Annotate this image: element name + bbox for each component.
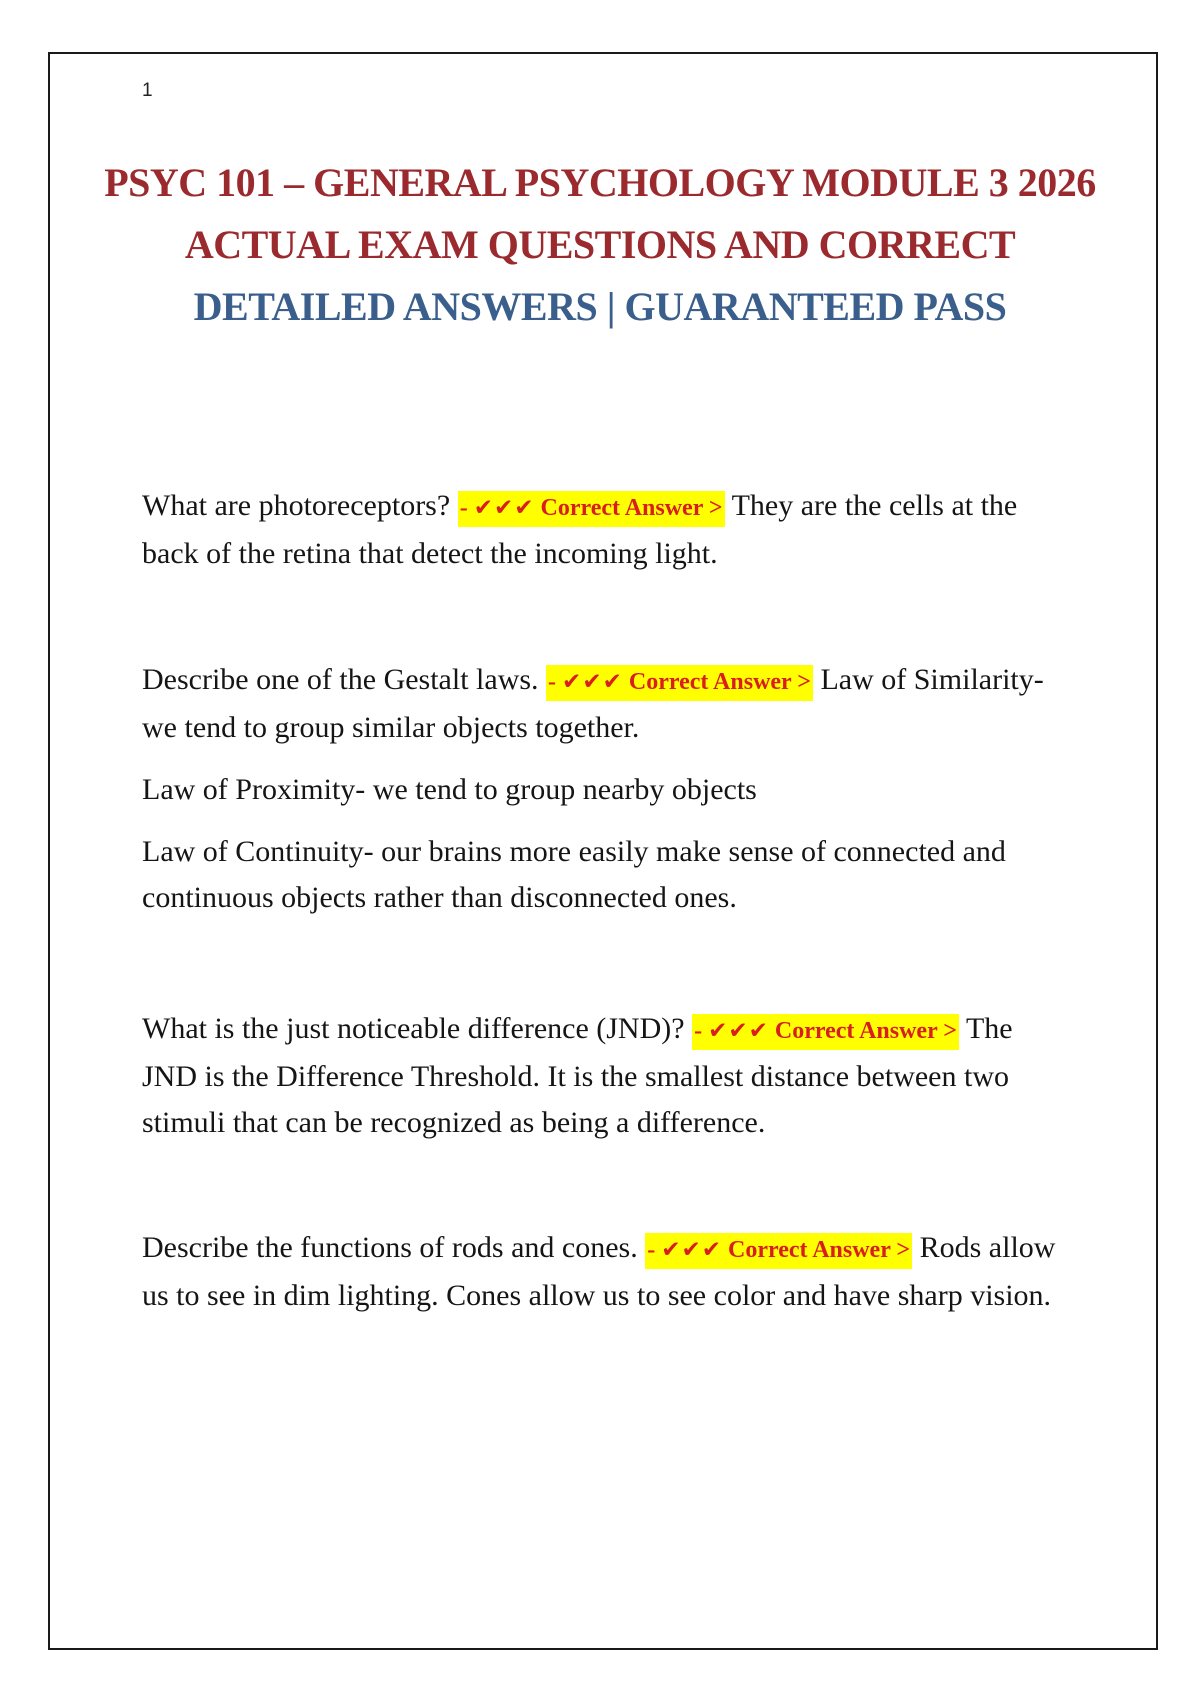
question-block-jnd bbox=[142, 1006, 1062, 1146]
question-text: What are photoreceptors? bbox=[142, 489, 451, 522]
question-block-rods-cones bbox=[142, 1225, 1062, 1319]
correct-answer-marker bbox=[645, 1233, 912, 1269]
document-title bbox=[100, 152, 1100, 338]
title-line-1: PSYC 101 – GENERAL PSYCHOLOGY MODULE 3 2026 bbox=[104, 160, 1096, 205]
answer-text: They are the cells at the back of the retina that detect the incoming light. bbox=[142, 489, 1018, 570]
question-text: Describe one of the Gestalt laws. bbox=[142, 663, 539, 696]
marker-prefix: - bbox=[694, 1018, 709, 1044]
question-block-photoreceptors bbox=[142, 483, 1062, 577]
question-text: What is the just noticeable difference (JND)? bbox=[142, 1012, 685, 1045]
qa-paragraph bbox=[142, 657, 1062, 751]
question-block-gestalt bbox=[142, 657, 1062, 921]
marker-label: Correct Answer > bbox=[722, 1237, 911, 1263]
marker-label: Correct Answer > bbox=[534, 495, 723, 521]
answer-text: Law of Similarity- we tend to group similar objects together. bbox=[142, 663, 1044, 744]
check-icon: ✔✔✔ bbox=[708, 1018, 769, 1044]
answer-extra-paragraph: Law of Continuity- our brains more easily make sense of connected and continuous objects rather than disconnected ones. bbox=[142, 835, 1006, 914]
marker-label: Correct Answer > bbox=[622, 669, 811, 695]
answer-text: The JND is the Difference Threshold. It is the smallest distance between two stimuli that can be recognized as being a difference. bbox=[142, 1012, 1013, 1139]
correct-answer-marker bbox=[546, 665, 813, 701]
correct-answer-marker bbox=[458, 491, 725, 527]
qa-paragraph bbox=[142, 483, 1062, 577]
check-icon: ✔✔✔ bbox=[473, 495, 535, 521]
question-text: Describe the functions of rods and cones. bbox=[142, 1231, 638, 1264]
check-icon: ✔✔✔ bbox=[562, 669, 623, 695]
marker-prefix: - bbox=[548, 669, 563, 695]
answer-extra-paragraph: Law of Proximity- we tend to group nearby objects bbox=[142, 773, 757, 806]
marker-label: Correct Answer > bbox=[768, 1018, 957, 1044]
marker-prefix: - bbox=[647, 1237, 662, 1263]
title-line-3: DETAILED ANSWERS | GUARANTEED PASS bbox=[193, 284, 1007, 329]
check-icon: ✔✔✔ bbox=[661, 1237, 723, 1263]
correct-answer-marker bbox=[692, 1014, 959, 1050]
marker-prefix: - bbox=[459, 495, 474, 521]
qa-paragraph bbox=[142, 1006, 1062, 1146]
qa-paragraph bbox=[142, 1225, 1062, 1319]
answer-text: Rods allow us to see in dim lighting. Cones allow us to see color and have sharp vision. bbox=[142, 1231, 1056, 1312]
page-number: 1 bbox=[142, 80, 153, 101]
title-line-2: ACTUAL EXAM QUESTIONS AND CORRECT bbox=[184, 222, 1016, 267]
